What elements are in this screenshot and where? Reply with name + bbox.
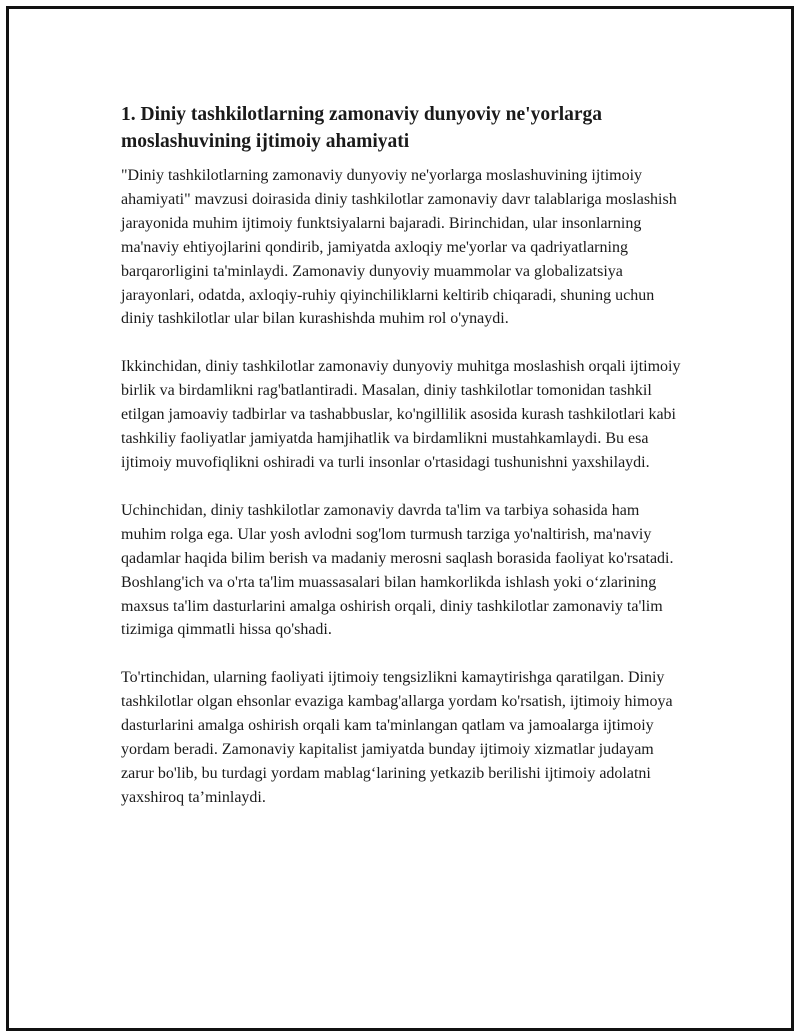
paragraph-3: Uchinchidan, diniy tashkilotlar zamonaviy davrda ta'lim va tarbiya sohasida ham muhim rolga ega. Ular yosh avlodni sog'lom turmush tarziga yo'naltirish, ma'naviy qadamlar haqida bilim berish va madaniy merosni saqlash borasida faoliyat ko'rsatadi. Boshlang'ich va o'rta ta'lim muassasalari bilan hamkorlikda ishlash yoki o‘zlarining maxsus ta'lim dasturlarini amalga oshirish orqali, diniy tashkilotlar zamonaviy ta'lim tizimiga qimmatli hissa qo'shadi. <box>121 501 674 639</box>
page-frame <box>6 6 794 1031</box>
paragraph-2: Ikkinchidan, diniy tashkilotlar zamonaviy dunyoviy muhitga moslashish orqali ijtimoiy birlik va birdamlikni rag'batlantiradi. Masalan, diniy tashkilotlar tomonidan tashkil etilgan jamoaviy tadbirlar va tashabbuslar, ko'ngillilik asosida kurash tashkilotlari kabi tashkiliy faoliyatlar jamiyatda hamjihatlik va birdamlikni mustahkamlaydi. Bu esa ijtimoiy muvofiqlikni oshiradi va turli insonlar o'rtasidagi tushunishni yaxshilaydi. <box>121 358 681 471</box>
paragraph-4: To'rtinchidan, ularning faoliyati ijtimoiy tengsizlikni kamaytirishga qaratilgan. Diniy tashkilotlar olgan ehsonlar evaziga kambag'allarga yordam ko'rsatish, ijtimoiy himoya dasturlarini amalga oshirish orqali kam ta'minlangan qatlam va jamoalarga ijtimoiy yordam beradi. Zamonaviy kapitalist jamiyatda bunday ijtimoiy xizmatlar judayam zarur bo'lib, bu turdagi yordam mablag‘larining yetkazib berilishi ijtimoiy adolatni yaxshiroq ta’minlaydi. <box>121 669 673 806</box>
document-body <box>121 101 681 834</box>
paragraph-1: "Diniy tashkilotlarning zamonaviy dunyoviy ne'yorlarga moslashuvining ijtimoiy ahamiyati" mavzusi doirasida diniy tashkilotlar zamonaviy davr talablariga moslashish jarayonida muhim ijtimoiy funktsiyalarni bajaradi. Birinchidan, ular insonlarning ma'naviy ehtiyojlarini qondirib, jamiyatda axloqiy me'yorlar va qadriyatlarning barqarorligini ta'minlaydi. Zamonaviy dunyoviy muammolar va globalizatsiya jarayonlari, odatda, axloqiy-ruhiy qiyinchiliklarni keltirib chiqaradi, shuning uchun diniy tashkilotlar ular bilan kurashishda muhim rol o'ynaydi. <box>121 167 677 328</box>
section-heading: 1. Diniy tashkilotlarning zamonaviy dunyoviy ne'yorlarga moslashuvining ijtimoiy ahamiyati <box>121 104 603 152</box>
